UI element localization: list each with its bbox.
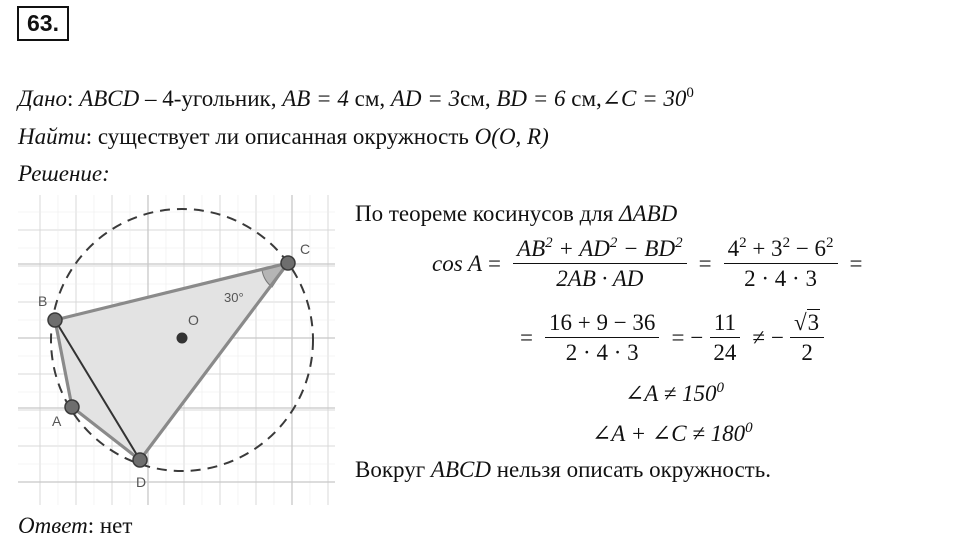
label-a: A — [52, 413, 62, 429]
point-d — [133, 453, 147, 467]
given-ad: AD = 3 — [390, 86, 461, 111]
given-label: Дано — [18, 86, 68, 111]
point-a — [65, 400, 79, 414]
geometry-figure — [18, 195, 340, 505]
theorem-line: По теореме косинусов для ΔABD — [355, 201, 678, 226]
find-line: Найти: существует ли описанная окружность O(O, R) — [18, 124, 549, 149]
find-label: Найти — [18, 124, 86, 149]
fraction-result: $\frac{11}{24}$ — [709, 310, 740, 366]
fraction-sqrt3-over-2: $\frac{√3}{2}$ — [790, 310, 824, 366]
given-line: Дано: ABCD – 4-угольник, AB = 4 см, AD = 3см, BD = 6 см,∠C = $30^0$ — [18, 85, 694, 111]
point-o — [177, 333, 188, 344]
label-c: C — [300, 241, 311, 257]
label-angle-30: 30° — [224, 290, 244, 305]
given-ab: AB = 4 — [282, 86, 349, 111]
figure-name: ABCD — [79, 86, 140, 111]
fraction-substituted: $\frac{4^2 + 3^2 - 6^2}{2 \cdot 4 \cdot 3}$ — [724, 236, 838, 292]
triangle-abd: ΔABD — [619, 201, 678, 226]
answer-label: Ответ — [18, 513, 88, 538]
label-d: D — [136, 474, 147, 490]
answer-line: Ответ: нет — [18, 513, 133, 538]
cos-equation-1: cos A = $\frac{AB^2 + AD^2 - BD^2}{2AB \cdot AD}$ = $\frac{4^2 + 3^2 - 6^2}{2 \cdot 4 \cdot 3}$ = — [432, 235, 863, 292]
problem-number: 63. — [17, 6, 69, 41]
fraction-numeric: $\frac{16 + 9 - 36}{2 \cdot 4 \cdot 3}$ — [545, 310, 659, 366]
point-b — [48, 313, 62, 327]
answer-value: нет — [99, 513, 133, 538]
solution-label: Решение: — [18, 161, 110, 186]
cos-a: cos A — [432, 250, 483, 276]
label-o: O — [188, 312, 199, 328]
point-c — [281, 256, 295, 270]
circle-notation: O(O, R) — [474, 124, 549, 149]
given-angle: ∠C = 30 — [601, 86, 687, 111]
angle-sum-inequality: ∠A + ∠C ≠ $180^0$ — [592, 420, 753, 446]
label-b: B — [38, 293, 48, 309]
given-bd: BD = 6 — [496, 86, 566, 111]
cos-equation-2: = $\frac{16 + 9 - 36}{2 \cdot 4 \cdot 3}$ = − $\frac{11}{24}$ ≠ − $\frac{√3}{2}$ — [514, 310, 830, 366]
fraction-formula: $\frac{AB^2 + AD^2 - BD^2}{2AB \cdot AD}$ — [513, 236, 687, 292]
conclusion: Вокруг ABCD нельзя описать окружность. — [355, 457, 771, 482]
angle-a-inequality: ∠A ≠ $150^0$ — [625, 380, 725, 406]
